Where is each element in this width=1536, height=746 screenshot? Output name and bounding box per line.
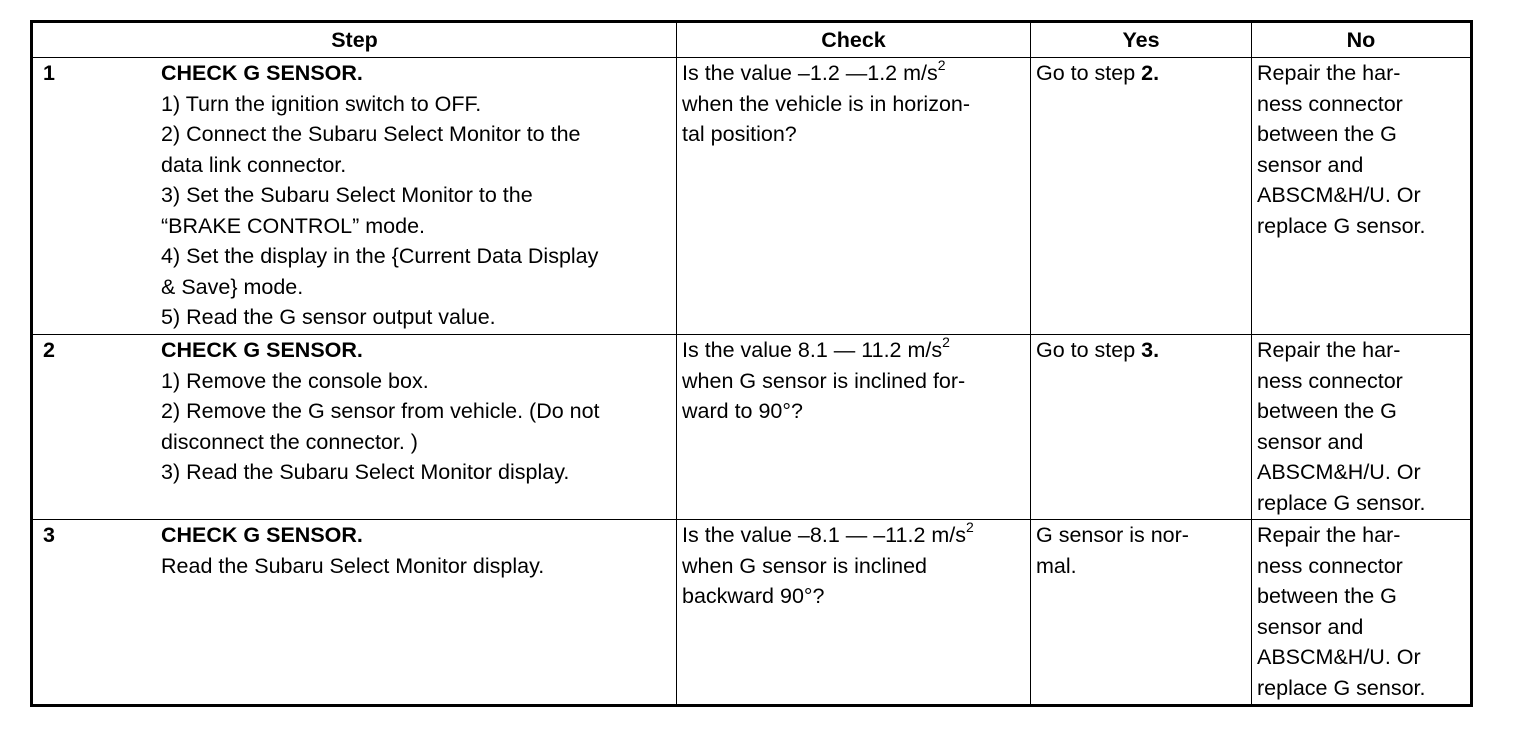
yes-cell	[1031, 58, 1252, 335]
check-exponent: 2	[937, 56, 946, 73]
diagnosis-table	[30, 20, 1473, 707]
header-step: Step	[32, 22, 677, 58]
step-title: CHECK G SENSOR.	[161, 61, 363, 85]
check-cell	[677, 520, 1031, 706]
check-text: backward 90°?	[682, 584, 825, 608]
no-text: between the G	[1257, 122, 1397, 146]
no-text: ABSCM&H/U. Or	[1257, 460, 1421, 484]
step-instruction: “BRAKE CONTROL” mode.	[161, 213, 426, 238]
yes-step-ref: 2.	[1141, 61, 1160, 85]
yes-text: mal.	[1036, 553, 1077, 578]
yes-text: G sensor is nor-	[1036, 523, 1189, 547]
yes-step-ref: 3.	[1141, 338, 1160, 362]
no-text: Repair the har-	[1257, 523, 1401, 547]
check-text: Is the value 8.1 — 11.2 $m/s^2$	[682, 333, 950, 362]
check-cell	[677, 58, 1031, 335]
header-yes: Yes	[1031, 22, 1252, 58]
step-cell	[32, 335, 677, 520]
no-text: sensor and	[1257, 614, 1364, 639]
no-text: Repair the har-	[1257, 61, 1401, 85]
step-instruction: disconnect the connector. )	[161, 429, 418, 454]
yes-cell	[1031, 520, 1252, 706]
no-text: ness connector	[1257, 368, 1403, 393]
no-cell	[1252, 335, 1472, 520]
no-text: sensor and	[1257, 152, 1364, 177]
step-instruction: & Save} mode.	[161, 274, 304, 299]
step-title: CHECK G SENSOR.	[161, 523, 363, 547]
step-instruction: 5) Read the G sensor output value.	[161, 305, 496, 329]
table-row	[32, 335, 1472, 520]
check-text: tal position?	[682, 122, 797, 146]
step-number: 3	[43, 523, 55, 547]
step-instruction: 1) Remove the console box.	[161, 368, 429, 393]
step-cell	[32, 58, 677, 335]
no-text: replace G sensor.	[1257, 213, 1426, 238]
check-exponent: 2	[966, 518, 974, 535]
check-text: Is the value –1.2 —1.2 $m/s^2$	[682, 56, 946, 85]
no-cell	[1252, 58, 1472, 335]
step-number: 2	[43, 338, 55, 362]
step-instruction: 2) Remove the G sensor from vehicle. (Do not	[161, 399, 600, 423]
header-row	[32, 22, 1472, 58]
check-text: when G sensor is inclined	[682, 553, 927, 578]
header-check: Check	[677, 22, 1031, 58]
step-cell	[32, 520, 677, 706]
no-text: ness connector	[1257, 553, 1403, 578]
step-instruction: data link connector.	[161, 152, 347, 177]
check-cell	[677, 335, 1031, 520]
header-no: No	[1252, 22, 1472, 58]
no-text: between the G	[1257, 399, 1397, 423]
step-instruction: Read the Subaru Select Monitor display.	[161, 553, 545, 578]
yes-text: Go to step 2.	[1036, 61, 1160, 85]
check-text: when G sensor is inclined for-	[682, 368, 966, 393]
no-text: ABSCM&H/U. Or	[1257, 645, 1421, 669]
step-title: CHECK G SENSOR.	[161, 338, 363, 362]
no-text: ABSCM&H/U. Or	[1257, 183, 1421, 207]
check-text: Is the value –8.1 — –11.2 $m/s^2$	[682, 518, 974, 547]
no-text: replace G sensor.	[1257, 490, 1426, 515]
no-text: sensor and	[1257, 429, 1364, 454]
check-text: when the vehicle is in horizon-	[682, 91, 971, 116]
no-text: Repair the har-	[1257, 338, 1401, 362]
step-number: 1	[43, 61, 55, 85]
no-cell	[1252, 520, 1472, 706]
check-exponent: 2	[942, 333, 950, 350]
yes-cell	[1031, 335, 1252, 520]
no-text: between the G	[1257, 584, 1397, 608]
check-text: ward to 90°?	[682, 399, 803, 423]
no-text: replace G sensor.	[1257, 675, 1426, 700]
step-instruction: 2) Connect the Subaru Select Monitor to the	[161, 122, 581, 146]
table-row	[32, 58, 1472, 335]
step-instruction: 1) Turn the ignition switch to OFF.	[161, 91, 482, 116]
yes-text: Go to step 3.	[1036, 338, 1160, 362]
table-row	[32, 520, 1472, 706]
step-instruction: 3) Read the Subaru Select Monitor display.	[161, 460, 570, 484]
step-instruction: 4) Set the display in the {Current Data Display	[161, 244, 599, 268]
no-text: ness connector	[1257, 91, 1403, 116]
step-instruction: 3) Set the Subaru Select Monitor to the	[161, 183, 533, 207]
